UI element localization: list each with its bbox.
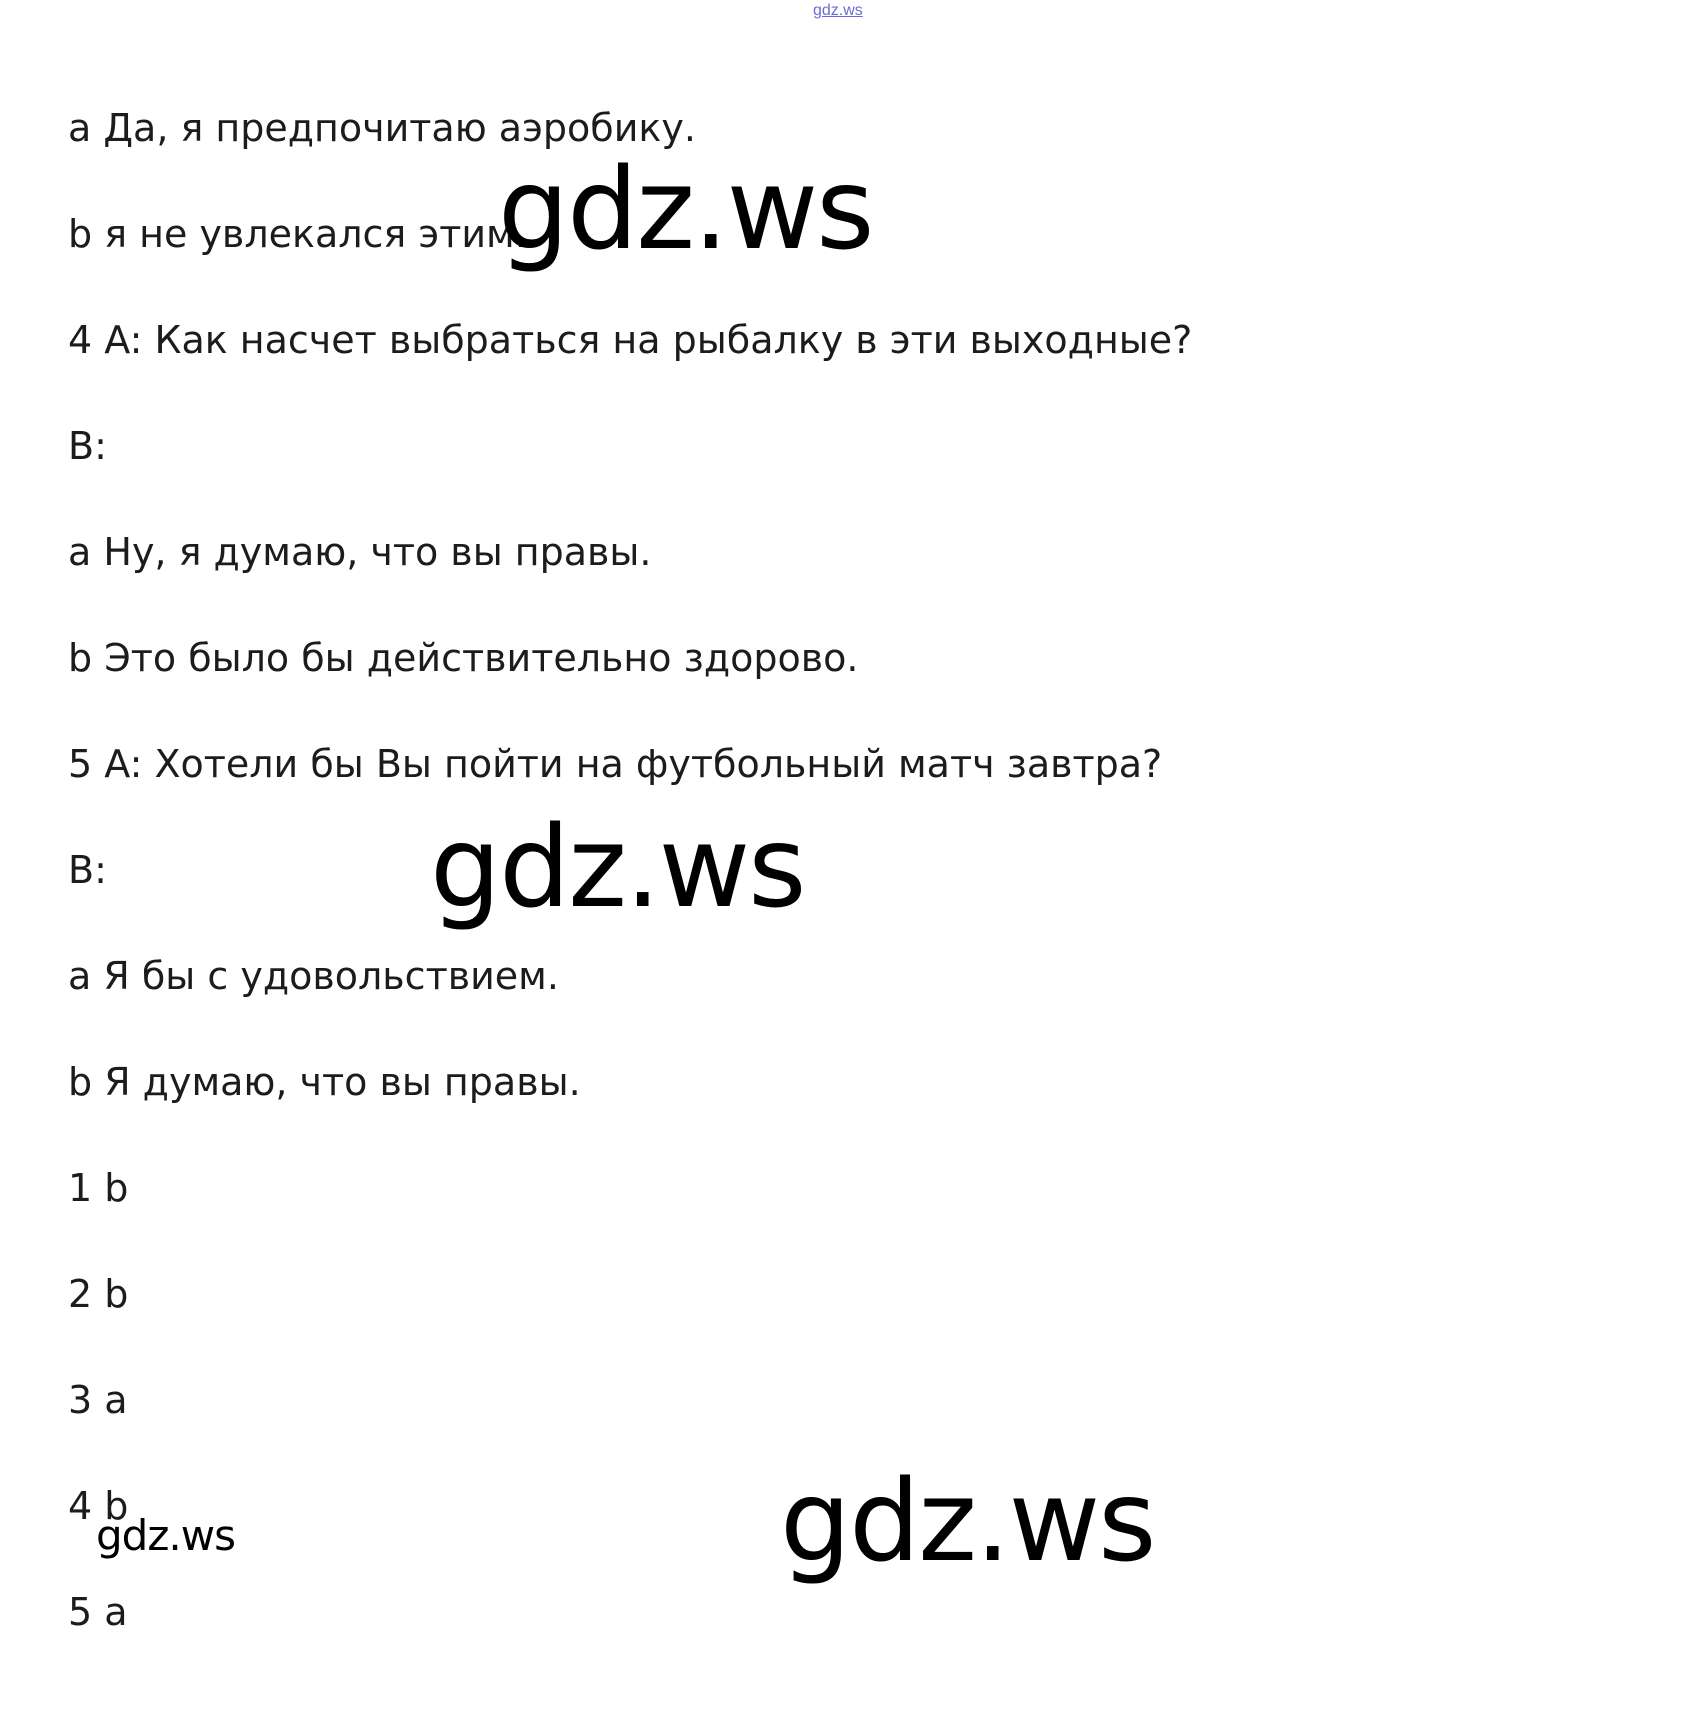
key-line: 3 a <box>68 1378 128 1422</box>
key-line: 5 a <box>68 1590 128 1634</box>
header-site-link[interactable]: gdz.ws <box>813 2 863 19</box>
answer-line: b я не увлекался этим. <box>68 212 527 256</box>
answer-line: a Я бы с удовольствием. <box>68 954 559 998</box>
watermark: gdz.ws <box>430 803 805 933</box>
key-line: 2 b <box>68 1272 129 1316</box>
answer-line: b Это было бы действительно здорово. <box>68 636 859 680</box>
watermark: gdz.ws <box>498 145 873 275</box>
answer-line: a Да, я предпочитаю аэробику. <box>68 106 696 150</box>
key-line: 4 b <box>68 1484 129 1528</box>
answer-line: a Ну, я думаю, что вы правы. <box>68 530 652 574</box>
key-line: 1 b <box>68 1166 129 1210</box>
answer-line: b Я думаю, что вы правы. <box>68 1060 581 1104</box>
watermark: gdz.ws <box>780 1457 1155 1587</box>
speaker-line: B: <box>68 424 107 468</box>
watermark: gdz.ws <box>96 1511 235 1560</box>
question-line: 4 A: Как насчет выбраться на рыбалку в эти выходные? <box>68 318 1193 362</box>
question-line: 5 A: Хотели бы Вы пойти на футбольный матч завтра? <box>68 742 1163 786</box>
speaker-line: B: <box>68 848 107 892</box>
